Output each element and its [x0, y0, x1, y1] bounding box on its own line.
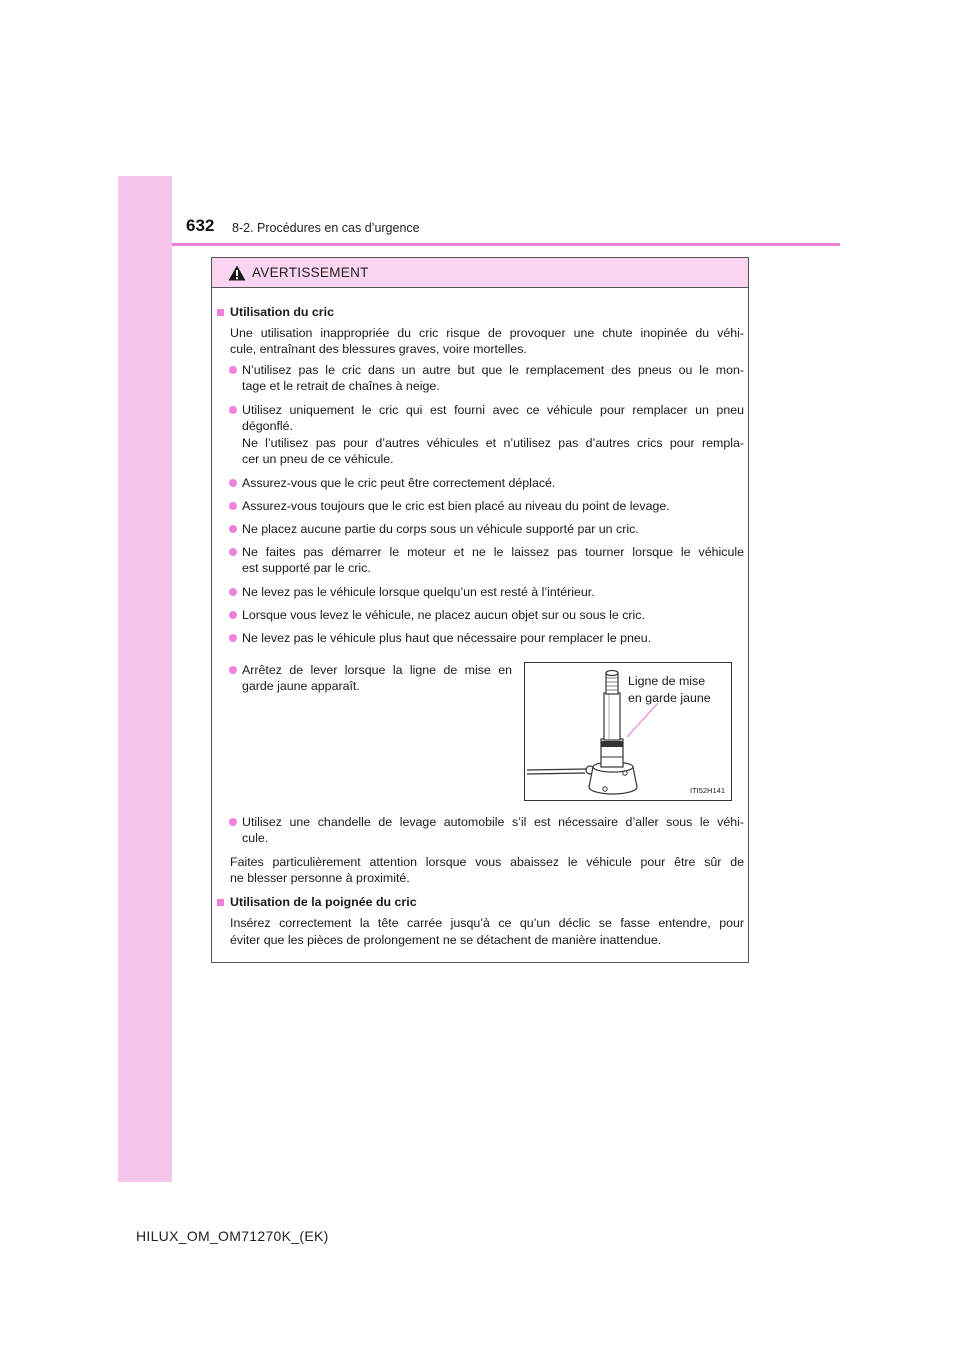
- intro-line: Insérez correctement la tête carrée jusqu’à ce qu’un déclic se fasse entendre, pour: [230, 916, 744, 930]
- bullet-text: Assurez-vous toujours que le cric est bien placé au niveau du point de levage.: [242, 499, 670, 513]
- bullet-icon: [229, 525, 237, 533]
- bullet-text: tage et le retrait de chaînes à neige.: [242, 379, 440, 393]
- heading-marker: [217, 309, 224, 316]
- side-band: [118, 176, 172, 1182]
- bullet-icon: [229, 479, 237, 487]
- section-heading: Utilisation du cric: [230, 305, 334, 319]
- bullet-text: N’utilisez pas le cric dans un autre but que le remplacement des pneus ou le mon-: [242, 363, 744, 377]
- bullet-icon: [229, 666, 237, 674]
- bullet-text: cule.: [242, 831, 269, 845]
- header-rule: [172, 243, 840, 246]
- bullet-text: Ne l’utilisez pas pour d’autres véhicules et n’utilisez pas d’autres crics pour rempla-: [242, 436, 744, 450]
- bullet-text: Assurez-vous que le cric peut être correctement déplacé.: [242, 476, 556, 490]
- bullet-icon: [229, 588, 237, 596]
- bullet-icon: [229, 634, 237, 642]
- bullet-icon: [229, 548, 237, 556]
- bullet-icon: [229, 502, 237, 510]
- figure-code: ITI52H141: [689, 786, 725, 795]
- bullet-text: Ne faites pas démarrer le moteur et ne le laissez pas tourner lorsque le véhicule: [242, 545, 744, 559]
- jack-figure: [524, 662, 732, 801]
- warning-box: [211, 257, 749, 963]
- section-heading: Utilisation de la poignée du cric: [230, 895, 417, 909]
- section-title: 8-2. Procédures en cas d’urgence: [232, 221, 420, 235]
- bullet-text: Lorsque vous levez le véhicule, ne placez aucun objet sur ou sous le cric.: [242, 608, 645, 622]
- page-number: 632: [186, 216, 215, 235]
- figure-label-line: Ligne de mise: [628, 674, 706, 688]
- bullet-text: garde jaune apparaît.: [242, 679, 360, 693]
- bullet-text: est supporté par le cric.: [242, 561, 371, 575]
- bullet-icon: [229, 406, 237, 414]
- outro-line: Faites particulièrement attention lorsque vous abaissez le véhicule pour être sûr de: [230, 855, 744, 869]
- bullet-icon: [229, 611, 237, 619]
- figure-label: [628, 673, 711, 707]
- outro-line: ne blesser personne à proximité.: [230, 871, 410, 885]
- bullet-text: Ne placez aucune partie du corps sous un véhicule supporté par un cric.: [242, 522, 639, 536]
- figure-label-line: en garde jaune: [628, 691, 711, 705]
- bullet-text: Utilisez une chandelle de levage automobile s’il est nécessaire d’aller sous le véhi-: [242, 815, 744, 829]
- bullet-text: cer un pneu de ce véhicule.: [242, 452, 394, 466]
- intro-line: cule, entraînant des blessures graves, voire mortelles.: [230, 342, 527, 356]
- bullet-text: Utilisez uniquement le cric qui est fourni avec ce véhicule pour remplacer un pneu: [242, 403, 744, 417]
- warning-title: AVERTISSEMENT: [252, 265, 369, 280]
- bullet-text: Ne levez pas le véhicule plus haut que nécessaire pour remplacer le pneu.: [242, 631, 652, 645]
- intro-line: éviter que les pièces de prolongement ne se détachent de manière inattendue.: [230, 933, 662, 947]
- bullet-icon: [229, 818, 237, 826]
- heading-marker: [217, 899, 224, 906]
- footer-document-code: HILUX_OM_OM71270K_(EK): [136, 1228, 329, 1244]
- warning-header: [212, 258, 748, 288]
- bullet-text: Arrêtez de lever lorsque la ligne de mise en: [242, 663, 512, 677]
- bullet-text: Ne levez pas le véhicule lorsque quelqu’un est resté à l’intérieur.: [242, 585, 595, 599]
- bullet-text: dégonflé.: [242, 419, 293, 433]
- bullet-icon: [229, 366, 237, 374]
- intro-line: Une utilisation inappropriée du cric risque de provoquer une chute inopinée du véhi-: [230, 326, 744, 340]
- warning-triangle-icon: [228, 265, 246, 281]
